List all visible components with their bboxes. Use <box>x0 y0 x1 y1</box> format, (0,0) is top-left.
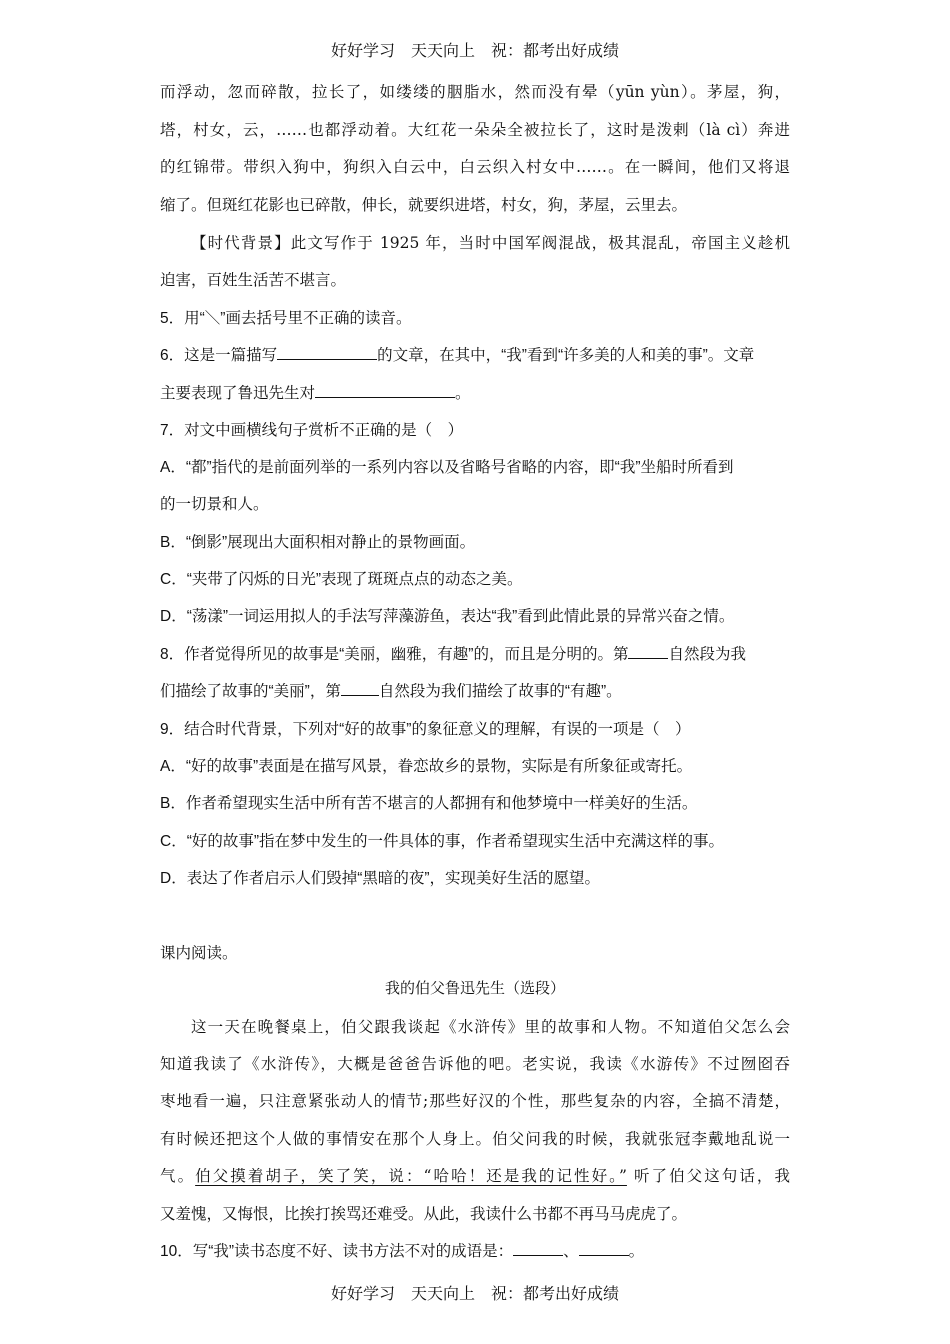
q10-text-1: 10．写“我”读书态度不好、读书方法不对的成语是： <box>160 1243 514 1260</box>
passage2-line-5 <box>160 1164 790 1186</box>
section-heading: 课内阅读。 <box>160 945 238 962</box>
q10-blank-1[interactable] <box>513 1241 563 1256</box>
passage-title: 我的伯父鲁迅先生（选段） <box>384 979 565 997</box>
question-10 <box>160 1239 790 1261</box>
q10-text-3: 。 <box>628 1243 645 1260</box>
passage2-line-3: 枣地看一遍，只注意紧张动人的情节;那些好汉的个性，那些复杂的内容，全搞不清楚， <box>160 1092 790 1110</box>
q6-text-2: 的文章，在其中，“我”看到“许多美的人和美的事”。文章 <box>377 347 755 364</box>
q7-option-d[interactable]: D．“荡漾”一词运用拟人的手法写萍藻游鱼，表达“我”看到此情此景的异常兴奋之情。 <box>160 608 735 625</box>
q7-option-a[interactable]: A．“都”指代的是前面列举的一系列内容以及省略号省略的内容，即“我”坐船时所看到 <box>160 459 734 476</box>
passage2-line-2: 知道我读了《水浒传》，大概是爸爸告诉他的吧。老实说，我读《水游传》不过囫囵吞 <box>160 1055 790 1073</box>
q10-blank-2[interactable] <box>579 1241 629 1256</box>
q8-blank-2[interactable] <box>341 681 379 696</box>
q6-blank-1[interactable] <box>277 345 377 360</box>
q6-text-3: 主要表现了鲁迅先生对 <box>160 385 316 402</box>
q7-option-a-cont: 的一切景和人。 <box>160 496 269 513</box>
q9-option-b[interactable]: B．作者希望现实生活中所有苦不堪言的人都拥有和他梦境中一样美好的生活。 <box>160 795 698 812</box>
q7-option-b[interactable]: B．“倒影”展现出大面积相对静止的景物画面。 <box>160 534 476 551</box>
background-line-1: 【时代背景】此文写作于 1925 年，当时中国军阀混战，极其混乱，帝国主义趁机 <box>191 234 790 252</box>
q10-text-2: 、 <box>563 1243 579 1260</box>
q6-blank-2[interactable] <box>315 383 455 398</box>
passage2-line-4: 有时候还把这个人做的事情安在那个人身上。伯父问我的时候，我就张冠李戴地乱说一 <box>160 1130 790 1148</box>
q9-option-c[interactable]: C．“好的故事”指在梦中发生的一件具体的事，作者希望现实生活中充满这样的事。 <box>160 833 725 850</box>
question-7-stem: 7．对文中画横线句子赏析不正确的是（ ） <box>160 422 464 439</box>
page-footer: 好好学习 天天向上 祝：都考出好成绩 <box>330 1286 619 1303</box>
background-line-2: 迫害，百姓生活苦不堪言。 <box>160 271 347 289</box>
question-8-line-2 <box>160 679 790 701</box>
passage-line-1: 而浮动，忽而碎散，拉长了，如缕缕的胭脂水，然而没有晕（yūn yùn）。茅屋，狗， <box>160 83 790 101</box>
passage2-line-5-post: 听了伯父这句话，我 <box>633 1167 790 1185</box>
q6-text-1: 6．这是一篇描写 <box>160 347 278 364</box>
q9-option-a[interactable]: A．“好的故事”表面是在描写风景，眷恋故乡的景物，实际是有所象征或寄托。 <box>160 758 693 775</box>
question-5: 5．用“＼”画去括号里不正确的读音。 <box>160 310 412 327</box>
passage-line-4: 缩了。但斑红花影也已碎散，伸长，就要织进塔，村女，狗，茅屋，云里去。 <box>160 196 688 214</box>
question-6-line-1 <box>160 343 790 365</box>
q8-text-1: 8．作者觉得所见的故事是“美丽，幽雅，有趣”的，而且是分明的。第 <box>160 646 629 663</box>
q8-text-2: 自然段为我 <box>668 646 746 663</box>
passage-line-2: 塔，村女，云，……也都浮动着。大红花一朵朵全被拉长了，这时是泼剌（là cì）奔进 <box>160 121 790 139</box>
passage2-line-5-pre: 气。 <box>160 1167 196 1185</box>
question-6-line-2 <box>160 381 790 403</box>
passage2-line-6: 又羞愧，又悔恨，比挨打挨骂还难受。从此，我读什么书都不再马马虎虎了。 <box>160 1205 688 1223</box>
question-9-stem: 9．结合时代背景，下列对“好的故事”的象征意义的理解，有误的一项是（ ） <box>160 721 691 738</box>
passage-line-3: 的红锦带。带织入狗中，狗织入白云中，白云织入村女中……。在一瞬间，他们又将退 <box>160 158 790 176</box>
q6-text-4: 。 <box>455 385 471 402</box>
page-header: 好好学习 天天向上 祝：都考出好成绩 <box>330 43 619 60</box>
q8-text-3: 们描绘了故事的“美丽”，第 <box>160 683 341 700</box>
q8-blank-1[interactable] <box>628 644 668 659</box>
q8-text-4: 自然段为我们描绘了故事的“有趣”。 <box>378 683 622 700</box>
q9-option-d[interactable]: D．表达了作者启示人们毁掉“黑暗的夜”，实现美好生活的愿望。 <box>160 870 601 887</box>
underlined-sentence: 伯父摸着胡子，笑了笑，说：“哈哈！还是我的记性好。” <box>195 1167 627 1185</box>
question-8-line-1 <box>160 642 790 664</box>
q7-option-c[interactable]: C．“夹带了闪烁的日光”表现了斑斑点点的动态之美。 <box>160 571 523 588</box>
passage2-line-1: 这一天在晚餐桌上，伯父跟我谈起《水浒传》里的故事和人物。不知道伯父怎么会 <box>191 1018 790 1036</box>
